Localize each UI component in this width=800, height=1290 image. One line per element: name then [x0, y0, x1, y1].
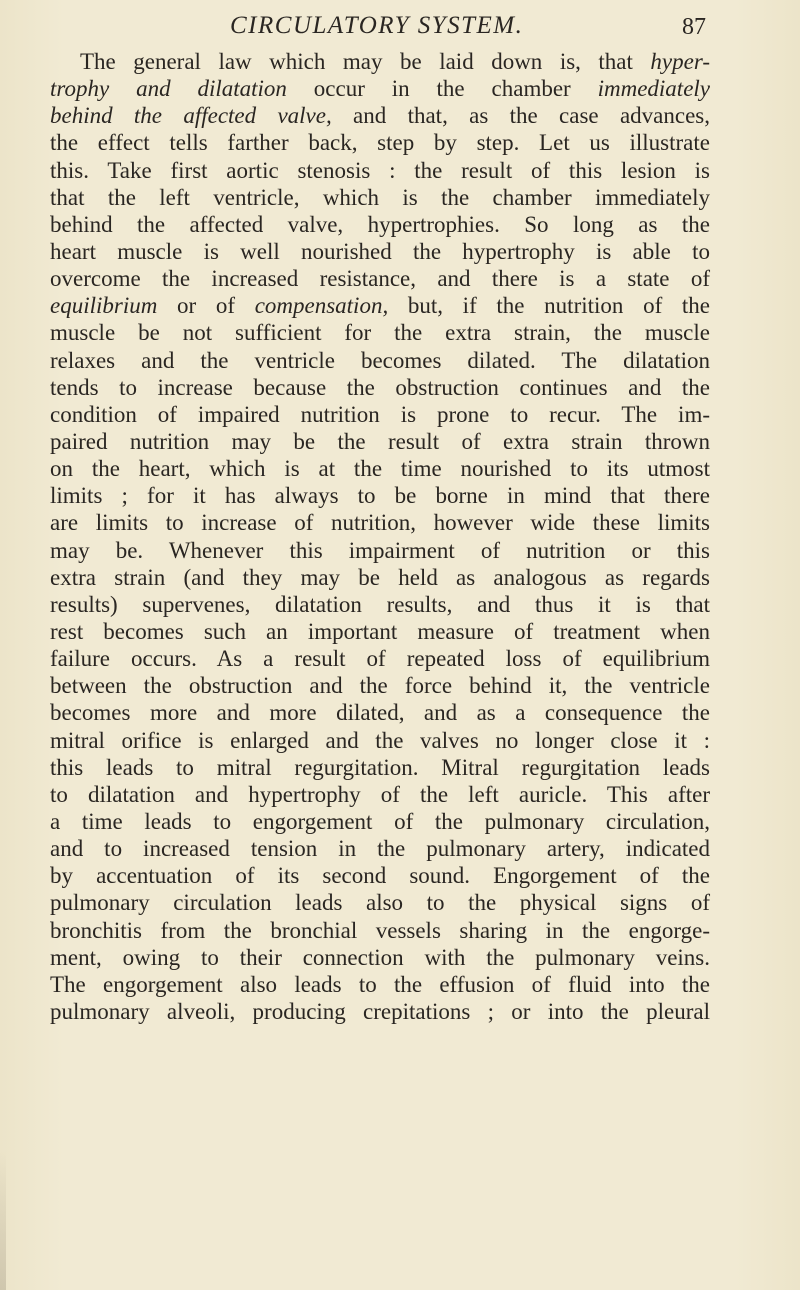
text-segment: between the obstruction and the force behind it, the ventricle: [50, 673, 710, 699]
text-segment: and that, as the case advances,: [331, 103, 710, 129]
text-line: [50, 754, 710, 781]
text-segment: failure occurs. As a result of repeated loss of equilibrium: [50, 646, 710, 672]
text-segment: The engorgement also leads to the effusion of fluid into the: [50, 971, 710, 997]
text-line: [50, 645, 710, 672]
page-edge-shadow: [0, 1150, 6, 1290]
text-line: [50, 129, 710, 156]
text-line: [50, 455, 710, 482]
text-segment: muscle be not sufficient for the extra strain, the muscle: [50, 320, 710, 346]
text-line: [50, 998, 710, 1025]
italic-text: equilibrium: [50, 293, 158, 319]
text-segment: that the left ventricle, which is the chamber immediately: [50, 184, 710, 210]
text-segment: this leads to mitral regurgitation. Mitral regurgitation leads: [50, 754, 710, 780]
text-line: [50, 428, 710, 455]
body-paragraph: [50, 48, 710, 1025]
text-line: [50, 292, 710, 319]
text-segment: behind the affected valve, hypertrophies. So long as the: [50, 211, 710, 237]
text-line: [50, 564, 710, 591]
text-line: [50, 699, 710, 726]
text-segment: paired nutrition may be the result of extra strain thrown: [50, 428, 710, 454]
text-segment: overcome the increased resistance, and there is a state of: [50, 266, 710, 292]
text-segment: on the heart, which is at the time nourished to its utmost: [50, 456, 710, 482]
italic-text: compensation,: [254, 293, 389, 319]
running-title: CIRCULATORY SYSTEM.: [230, 12, 524, 39]
text-line: [50, 374, 710, 401]
text-line: [50, 102, 710, 129]
text-line: [50, 862, 710, 889]
text-segment: occur in the chamber: [286, 76, 598, 102]
running-head: [0, 6, 800, 40]
text-segment: are limits to increase of nutrition, however wide these limits: [50, 510, 710, 536]
text-line: [50, 509, 710, 536]
text-segment: to dilatation and hypertrophy of the left auricle. This after: [50, 781, 710, 807]
text-segment: ment, owing to their connection with the pulmonary veins.: [50, 944, 710, 970]
text-line: [50, 238, 710, 265]
page-number: 87: [682, 14, 706, 40]
text-segment: pulmonary alveoli, producing crepitations ; or into the pleural: [50, 998, 710, 1024]
italic-text: hyper-: [650, 49, 710, 74]
text-segment: and to increased tension in the pulmonary artery, indicated: [50, 836, 710, 862]
text-line: [50, 835, 710, 862]
text-line: [50, 211, 710, 238]
text-line: [50, 672, 710, 699]
text-segment: the effect tells farther back, step by step. Let us illustrate: [50, 130, 710, 156]
text-segment: becomes more and more dilated, and as a consequence the: [50, 700, 710, 726]
text-segment: condition of impaired nutrition is prone to recur. The im-: [50, 401, 710, 427]
text-segment: or of: [157, 293, 255, 319]
text-segment: The general law which may be laid down is, that: [80, 49, 651, 74]
text-line: [50, 319, 710, 346]
text-line: [50, 265, 710, 292]
text-segment: pulmonary circulation leads also to the physical signs of: [50, 890, 710, 916]
text-line: [50, 157, 710, 184]
text-segment: a time leads to engorgement of the pulmonary circulation,: [50, 808, 710, 834]
text-segment: may be. Whenever this impairment of nutrition or this: [50, 537, 710, 563]
text-line: [50, 537, 710, 564]
text-segment: heart muscle is well nourished the hypertrophy is able to: [50, 238, 710, 264]
text-line: [50, 971, 710, 998]
text-line: [50, 727, 710, 754]
text-segment: limits ; for it has always to be borne in mind that there: [50, 483, 710, 509]
text-line: [50, 781, 710, 808]
text-line: [50, 591, 710, 618]
text-segment: rest becomes such an important measure of treatment when: [50, 618, 710, 644]
text-segment: extra strain (and they may be held as analogous as regards: [50, 564, 710, 590]
text-segment: results) supervenes, dilatation results, and thus it is that: [50, 591, 710, 617]
text-line: [50, 482, 710, 509]
text-line: [50, 618, 710, 645]
text-line: [50, 184, 710, 211]
italic-text: behind the affected valve,: [50, 103, 332, 129]
text-segment: by accentuation of its second sound. Engorgement of the: [50, 863, 710, 889]
text-segment: bronchitis from the bronchial vessels sharing in the engorge-: [50, 917, 710, 943]
text-line: [50, 889, 710, 916]
text-line: [50, 48, 710, 75]
text-line: [50, 347, 710, 374]
text-line: [50, 917, 710, 944]
text-segment: but, if the nutrition of the: [388, 293, 710, 319]
text-line: [50, 401, 710, 428]
italic-text: immediately: [597, 76, 710, 102]
text-segment: tends to increase because the obstruction continues and the: [50, 374, 710, 400]
text-segment: mitral orifice is enlarged and the valves no longer close it :: [50, 727, 710, 753]
italic-text: trophy and dilatation: [50, 76, 287, 102]
text-line: [50, 808, 710, 835]
text-line: [50, 75, 710, 102]
text-segment: this. Take first aortic stenosis : the result of this lesion is: [50, 157, 710, 183]
text-line: [50, 944, 710, 971]
text-segment: relaxes and the ventricle becomes dilated. The dilatation: [50, 347, 710, 373]
